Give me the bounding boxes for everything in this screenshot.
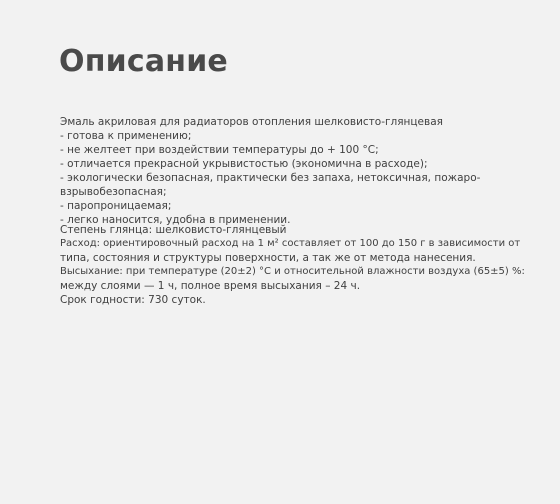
drying-line: Высыхание: при температуре (20±2) °С и относительной влажности воздуха (65±5) %:: [60, 266, 525, 277]
page-title: Описание: [59, 44, 228, 79]
description-line: - не желтеет при воздействии температуры до + 100 °С;: [60, 144, 379, 156]
description-line: - готова к применению;: [60, 130, 192, 142]
consumption-line: Расход: ориентировочный расход на 1 м² составляет от 100 до 150 г в зависимости от: [60, 238, 521, 249]
specs-block: [60, 223, 530, 307]
description-line: - экологически безопасная, практически без запаха, нетоксичная, пожаро-: [60, 172, 481, 184]
description-block: [60, 115, 530, 227]
drying-line: между слоями — 1 ч, полное время высыхания – 24 ч.: [60, 280, 361, 292]
description-line: взрывобезопасная;: [60, 186, 167, 198]
gloss-line: Степень глянца: шелковисто-глянцевый: [60, 224, 287, 236]
description-line: - паропроницаемая;: [60, 200, 172, 212]
description-line: - отличается прекрасной укрывистостью (экономична в расходе);: [60, 158, 428, 170]
consumption-line: типа, состояния и структуры поверхности, а так же от метода нанесения.: [60, 252, 476, 264]
description-line: - легко наносится, удобна в применении.: [60, 214, 291, 226]
description-line: Эмаль акриловая для радиаторов отопления шелковисто-глянцевая: [60, 116, 443, 128]
shelf-life-line: Срок годности: 730 суток.: [60, 294, 206, 306]
